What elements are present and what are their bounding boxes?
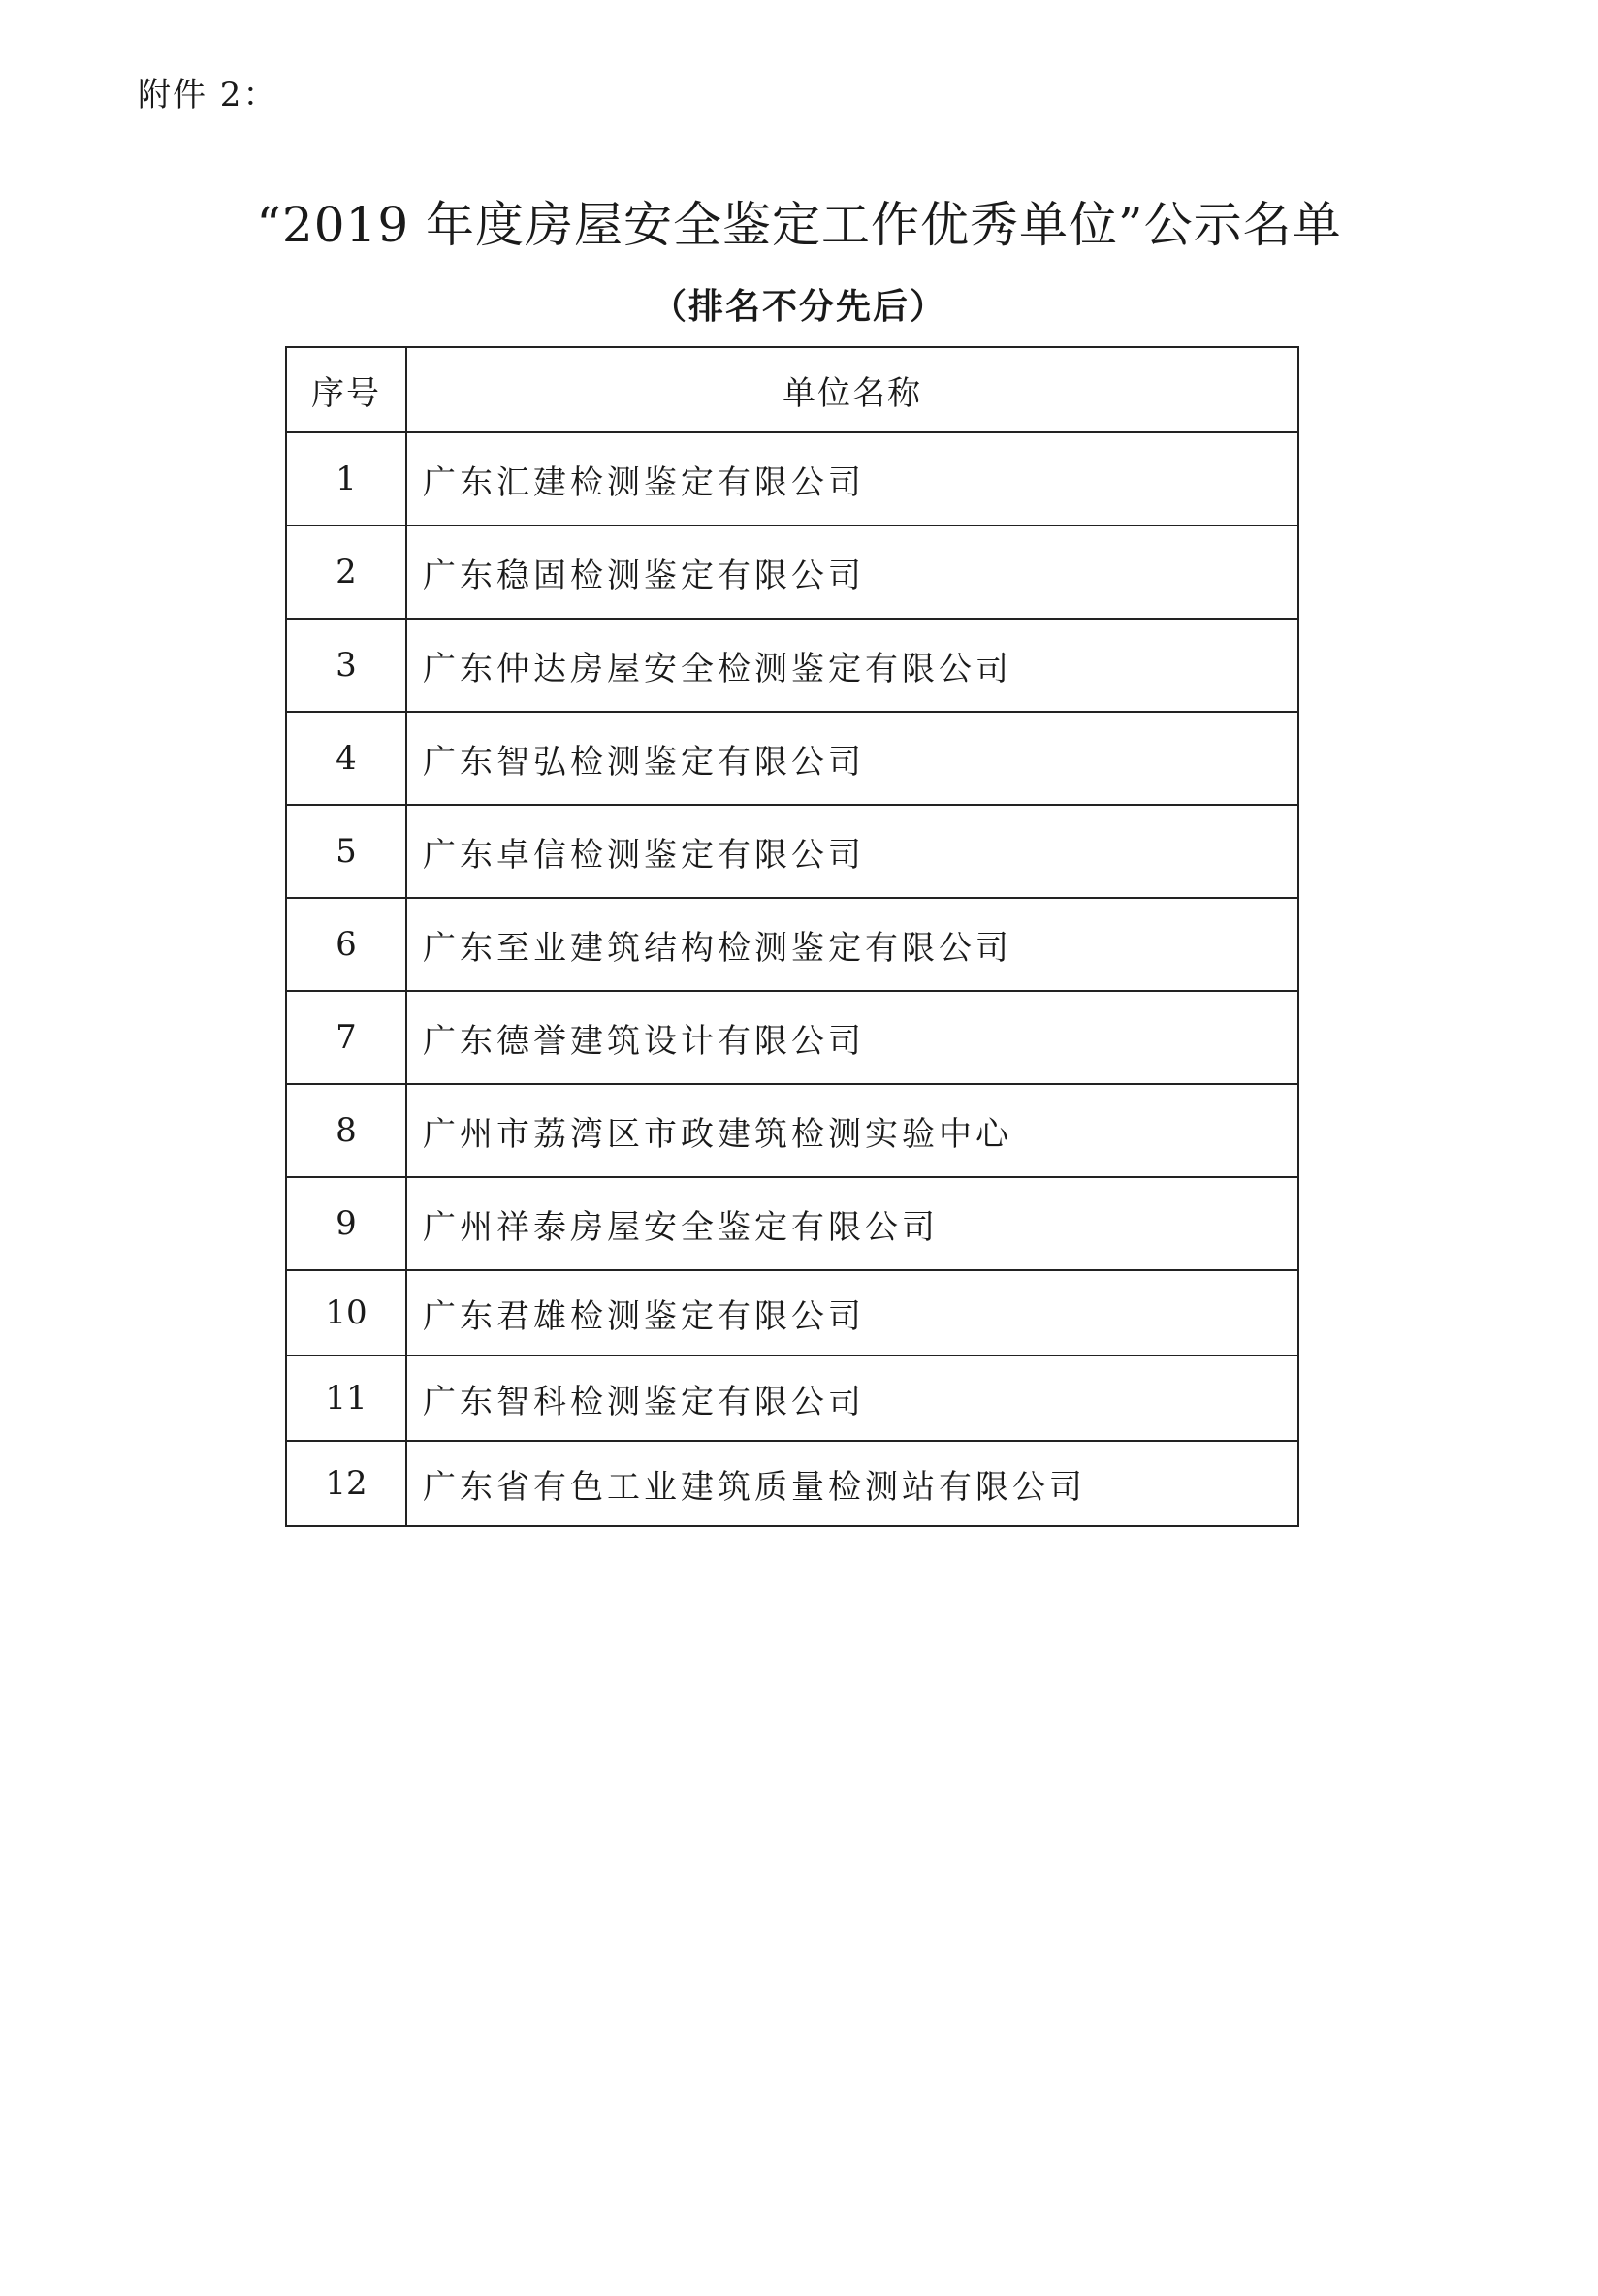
- document-subtitle: （排名不分先后）: [651, 287, 946, 327]
- table-row: [286, 898, 1298, 991]
- row-seq: 2: [286, 526, 406, 619]
- row-unit-name: 广东德誉建筑设计有限公司: [406, 991, 1298, 1084]
- table-row: [286, 991, 1298, 1084]
- row-unit-name: 广东智科检测鉴定有限公司: [406, 1355, 1298, 1441]
- table-row: [286, 1270, 1298, 1355]
- row-seq: 7: [286, 991, 406, 1084]
- header-name: 单位名称: [406, 347, 1298, 432]
- units-table: [285, 346, 1299, 1527]
- row-seq: 8: [286, 1084, 406, 1177]
- row-unit-name: 广东至业建筑结构检测鉴定有限公司: [406, 898, 1298, 991]
- table-row: [286, 526, 1298, 619]
- table-row: [286, 805, 1298, 898]
- row-unit-name: 广东稳固检测鉴定有限公司: [406, 526, 1298, 619]
- row-seq: 5: [286, 805, 406, 898]
- row-seq: 12: [286, 1441, 406, 1526]
- attachment-label: 附件 2：: [138, 76, 278, 114]
- row-seq: 3: [286, 619, 406, 712]
- row-unit-name: 广东汇建检测鉴定有限公司: [406, 432, 1298, 526]
- table-row: [286, 1355, 1298, 1441]
- row-seq: 9: [286, 1177, 406, 1270]
- table-row: [286, 1084, 1298, 1177]
- document-title: “2019 年度房屋安全鉴定工作优秀单位”公示名单: [256, 197, 1342, 253]
- row-unit-name: 广东君雄检测鉴定有限公司: [406, 1270, 1298, 1355]
- row-unit-name: 广州市荔湾区市政建筑检测实验中心: [406, 1084, 1298, 1177]
- row-seq: 10: [286, 1270, 406, 1355]
- header-seq: 序号: [286, 347, 406, 432]
- table-row: [286, 712, 1298, 805]
- row-unit-name: 广东省有色工业建筑质量检测站有限公司: [406, 1441, 1298, 1526]
- row-unit-name: 广东仲达房屋安全检测鉴定有限公司: [406, 619, 1298, 712]
- row-seq: 4: [286, 712, 406, 805]
- row-unit-name: 广东智弘检测鉴定有限公司: [406, 712, 1298, 805]
- row-seq: 6: [286, 898, 406, 991]
- table-row: [286, 432, 1298, 526]
- row-seq: 11: [286, 1355, 406, 1441]
- row-unit-name: 广州祥泰房屋安全鉴定有限公司: [406, 1177, 1298, 1270]
- table-row: [286, 1177, 1298, 1270]
- row-seq: 1: [286, 432, 406, 526]
- table-row: [286, 1441, 1298, 1526]
- table-header-row: [286, 347, 1298, 432]
- row-unit-name: 广东卓信检测鉴定有限公司: [406, 805, 1298, 898]
- table-row: [286, 619, 1298, 712]
